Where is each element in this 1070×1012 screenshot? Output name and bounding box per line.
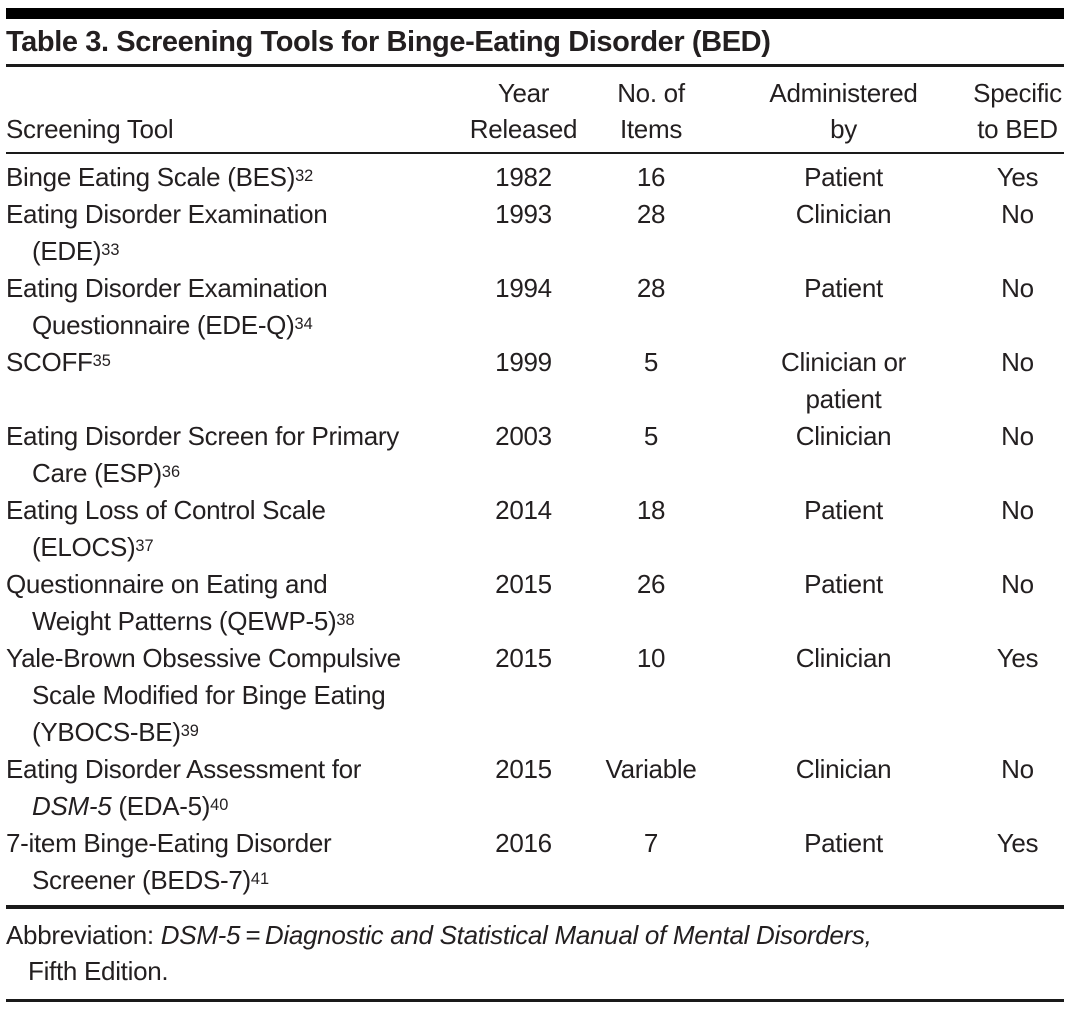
- no-of-items-cell: 18: [636, 495, 666, 525]
- table-row: [6, 492, 1064, 566]
- administered-by-line: patient: [805, 384, 882, 414]
- column-header-no-of-items: [586, 67, 716, 153]
- specific-to-bed-cell: No: [1001, 495, 1034, 525]
- specific-to-bed-cell: No: [1001, 199, 1034, 229]
- tool-name-line: SCOFF$^{35}$: [6, 347, 111, 377]
- tool-name-line: (ELOCS)$^{37}$: [32, 532, 154, 562]
- no-of-items-cell: 28: [636, 273, 666, 303]
- specific-to-bed-cell: No: [1001, 569, 1034, 599]
- table-row: [6, 751, 1064, 825]
- administered-by-line: Clinician: [795, 199, 892, 229]
- column-header-administered-by: [716, 67, 971, 153]
- no-of-items-cell: 16: [636, 162, 666, 192]
- administered-by-cell: [716, 825, 971, 899]
- year-released-cell: 2014: [495, 495, 552, 525]
- table-title: Table 3. Screening Tools for Binge-Eating Disorder (BED): [6, 19, 1064, 67]
- table-row: [6, 270, 1064, 344]
- administered-by-line: Patient: [804, 495, 883, 525]
- tool-name-line: Eating Loss of Control Scale: [6, 495, 326, 525]
- tool-name-line: Eating Disorder Assessment for: [6, 754, 362, 784]
- administered-by-line: Patient: [804, 569, 883, 599]
- table-row: [6, 640, 1064, 751]
- header-line: to BED: [977, 114, 1058, 144]
- administered-by-cell: [716, 418, 971, 492]
- no-of-items-cell: Variable: [605, 754, 697, 784]
- year-released-cell: 2016: [495, 828, 552, 858]
- no-of-items-cell: 10: [636, 643, 666, 673]
- footnote-line: Abbreviation: DSM-5 = Diagnostic and Statistical Manual of Mental Disorders,: [6, 920, 872, 950]
- tool-name-line: Care (ESP)$^{36}$: [32, 458, 181, 488]
- column-header-screening-tool: [6, 67, 461, 153]
- tool-name-line: Binge Eating Scale (BES)$^{32}$: [6, 162, 314, 192]
- year-released-cell: 1982: [495, 162, 552, 192]
- reference-superscript: 37: [135, 537, 154, 555]
- screening-tool-cell: [6, 566, 461, 640]
- administered-by-line: Patient: [804, 273, 883, 303]
- header-line: Specific: [973, 78, 1062, 108]
- screening-tool-cell: [6, 344, 461, 418]
- tool-name-line: Eating Disorder Examination: [6, 273, 328, 303]
- header-line: by: [830, 114, 857, 144]
- year-released-cell: 1993: [495, 199, 552, 229]
- specific-to-bed-cell: Yes: [996, 643, 1039, 673]
- tool-name-line: Questionnaire on Eating and: [6, 569, 328, 599]
- screening-tool-cell: [6, 751, 461, 825]
- table-figure: [0, 8, 1070, 1002]
- screening-tools-table: [6, 67, 1064, 899]
- tool-name-line: Yale-Brown Obsessive Compulsive: [6, 643, 401, 673]
- administered-by-line: Patient: [804, 162, 883, 192]
- table-footnote: [6, 905, 1064, 999]
- tool-name-line: DSM-5 $(EDA-5)^{40}$: [32, 791, 229, 821]
- year-released-cell: 2015: [495, 643, 552, 673]
- header-line: No. of: [617, 78, 685, 108]
- screening-tool-cell: [6, 825, 461, 899]
- footnote-line: Fifth Edition.: [28, 956, 169, 986]
- table-body: [6, 153, 1064, 899]
- specific-to-bed-cell: No: [1001, 347, 1034, 377]
- table-header: [6, 67, 1064, 153]
- tool-name-line: Scale Modified for Binge Eating: [32, 680, 386, 710]
- administered-by-cell: [716, 270, 971, 344]
- year-released-cell: 2003: [495, 421, 552, 451]
- specific-to-bed-cell: No: [1001, 754, 1034, 784]
- specific-to-bed-cell: No: [1001, 421, 1034, 451]
- table-row: [6, 344, 1064, 418]
- administered-by-cell: [716, 153, 971, 196]
- italic-text: DSM-5: [32, 791, 112, 821]
- table-row: [6, 566, 1064, 640]
- administered-by-cell: [716, 640, 971, 751]
- top-rule: [6, 8, 1064, 19]
- specific-to-bed-cell: No: [1001, 273, 1034, 303]
- tool-name-line: Questionnaire $(EDE-Q)^{34}$: [32, 310, 313, 340]
- screening-tool-cell: [6, 492, 461, 566]
- screening-tool-cell: [6, 640, 461, 751]
- tool-name-line: Eating Disorder Examination: [6, 199, 328, 229]
- tool-name-line: (YBOCS-BE)$^{39}$: [32, 717, 199, 747]
- screening-tool-cell: [6, 196, 461, 270]
- no-of-items-cell: 7: [643, 828, 659, 858]
- reference-superscript: 36: [161, 463, 181, 481]
- year-released-cell: 1994: [495, 273, 552, 303]
- screening-tool-cell: [6, 270, 461, 344]
- header-line: Year: [497, 78, 550, 108]
- header-line: Administered: [769, 78, 918, 108]
- specific-to-bed-cell: Yes: [996, 828, 1039, 858]
- administered-by-cell: [716, 751, 971, 825]
- administered-by-line: Clinician or: [780, 347, 906, 377]
- administered-by-cell: [716, 196, 971, 270]
- administered-by-line: Clinician: [795, 421, 892, 451]
- administered-by-cell: [716, 492, 971, 566]
- table-row: [6, 418, 1064, 492]
- table-row: [6, 153, 1064, 196]
- column-header-year-released: [461, 67, 586, 153]
- reference-superscript: 34: [294, 315, 313, 333]
- screening-tool-cell: [6, 153, 461, 196]
- screening-tool-cell: [6, 418, 461, 492]
- tool-name-line: Screener (BEDS-7)$^{41}$: [32, 865, 270, 895]
- header-line: Released: [469, 114, 578, 144]
- tool-name-line: Weight Patterns (QEWP-5)$^{38}$: [32, 606, 355, 636]
- header-line: Items: [619, 114, 683, 144]
- administered-by-line: Clinician: [795, 754, 892, 784]
- specific-to-bed-cell: Yes: [996, 162, 1039, 192]
- table-row: [6, 825, 1064, 899]
- tool-name-line: Eating Disorder Screen for Primary: [6, 421, 399, 451]
- reference-superscript: 33: [101, 241, 120, 259]
- reference-superscript: 35: [92, 352, 111, 370]
- no-of-items-cell: 5: [643, 347, 659, 377]
- tool-name-line: 7-item Binge-Eating Disorder: [6, 828, 332, 858]
- administered-by-line: Patient: [804, 828, 883, 858]
- administered-by-cell: [716, 344, 971, 418]
- no-of-items-cell: 28: [636, 199, 666, 229]
- year-released-cell: 1999: [495, 347, 552, 377]
- no-of-items-cell: 5: [643, 421, 659, 451]
- column-header-specific-to-bed: [971, 67, 1064, 153]
- reference-superscript: 38: [336, 611, 355, 629]
- no-of-items-cell: 26: [636, 569, 666, 599]
- header-line: Screening Tool: [6, 114, 174, 144]
- tool-name-line: (EDE)$^{33}$: [32, 236, 120, 266]
- reference-superscript: 40: [210, 796, 229, 814]
- year-released-cell: 2015: [495, 569, 552, 599]
- table-row: [6, 196, 1064, 270]
- administered-by-line: Clinician: [795, 643, 892, 673]
- italic-text: DSM-5 = Diagnostic and Statistical Manual of Mental Disorders,: [160, 920, 872, 950]
- reference-superscript: 32: [295, 167, 314, 185]
- reference-superscript: 39: [180, 722, 199, 740]
- administered-by-cell: [716, 566, 971, 640]
- year-released-cell: 2015: [495, 754, 552, 784]
- reference-superscript: 41: [250, 870, 270, 888]
